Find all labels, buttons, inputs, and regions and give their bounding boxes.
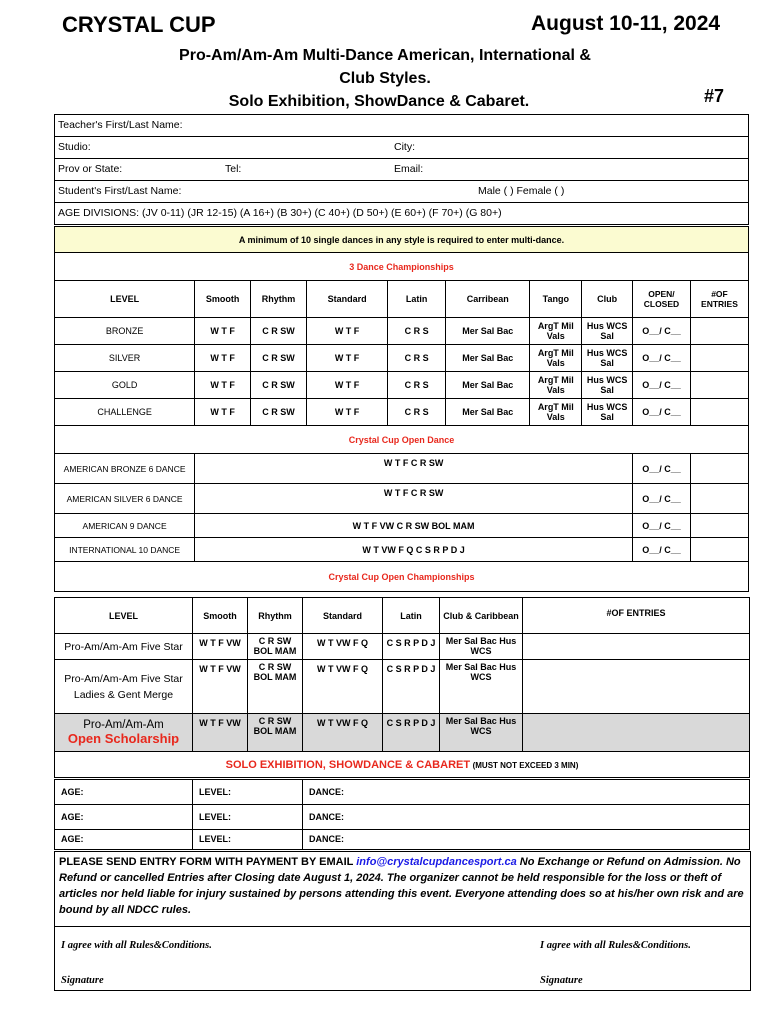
smooth-cell[interactable]: W T F xyxy=(195,399,251,426)
table-row xyxy=(55,372,749,399)
dance-field[interactable]: DANCE: xyxy=(303,830,750,850)
dances-cell[interactable]: W T F C R SW xyxy=(195,484,633,514)
event-title: CRYSTAL CUP xyxy=(62,12,216,37)
rhythm-cell[interactable]: C R SW BOL MAM xyxy=(248,714,303,752)
club-cell[interactable]: Mer Sal Bac Hus WCS xyxy=(440,634,523,660)
carib-cell[interactable]: Mer Sal Bac xyxy=(446,318,530,345)
carib-cell[interactable]: Mer Sal Bac xyxy=(446,345,530,372)
rhythm-cell[interactable]: C R SW xyxy=(251,318,307,345)
open-closed-cell[interactable]: O__/ C__ xyxy=(633,484,691,514)
col-header: LEVEL xyxy=(55,281,195,318)
club-cell[interactable]: Hus WCS Sal xyxy=(582,345,633,372)
table-row xyxy=(55,660,750,714)
subtitle-2: Club Styles. xyxy=(339,70,431,87)
standard-cell[interactable]: W T F xyxy=(306,318,387,345)
table-row xyxy=(55,830,750,850)
solo-title: SOLO EXHIBITION, SHOWDANCE & CABARET xyxy=(225,758,471,771)
club-cell[interactable]: Hus WCS Sal xyxy=(582,399,633,426)
col-header: Rhythm xyxy=(248,598,303,634)
entries-cell[interactable] xyxy=(690,454,748,484)
signature-right[interactable]: Signature xyxy=(540,975,583,986)
policy-lead: PLEASE SEND ENTRY FORM WITH PAYMENT BY EMAIL xyxy=(59,856,357,868)
col-header: Smooth xyxy=(195,281,251,318)
level-cell xyxy=(55,714,193,752)
latin-cell[interactable]: C S R P D J xyxy=(383,714,440,752)
col-header: #OF ENTRIES xyxy=(690,281,748,318)
open-champ-table xyxy=(54,597,750,778)
table-row xyxy=(55,454,749,484)
carib-cell[interactable]: Mer Sal Bac xyxy=(446,399,530,426)
prov-field[interactable]: Prov or State: xyxy=(58,163,123,175)
standard-cell[interactable]: W T F xyxy=(306,372,387,399)
open-closed-cell[interactable]: O__/ C__ xyxy=(633,538,691,562)
policy-box xyxy=(54,851,751,991)
smooth-cell[interactable]: W T F xyxy=(195,318,251,345)
col-header: LEVEL xyxy=(55,598,193,634)
latin-cell[interactable]: C S R P D J xyxy=(383,634,440,660)
entries-cell[interactable] xyxy=(523,714,750,752)
rhythm-cell[interactable]: C R SW BOL MAM xyxy=(248,634,303,660)
level-field[interactable]: LEVEL: xyxy=(193,830,303,850)
smooth-cell[interactable]: W T F VW xyxy=(193,660,248,714)
open-closed-cell[interactable]: O__/ C__ xyxy=(633,345,691,372)
latin-cell[interactable]: C R S xyxy=(388,318,446,345)
contact-info-block xyxy=(54,114,749,225)
open-dance-title: Crystal Cup Open Dance xyxy=(55,426,749,454)
latin-cell[interactable]: C R S xyxy=(388,372,446,399)
smooth-cell[interactable]: W T F VW xyxy=(193,714,248,752)
standard-cell[interactable]: W T VW F Q xyxy=(303,714,383,752)
rhythm-cell[interactable]: C R SW xyxy=(251,372,307,399)
col-header: Tango xyxy=(530,281,582,318)
entries-cell[interactable] xyxy=(690,399,748,426)
latin-cell[interactable]: C R S xyxy=(388,345,446,372)
table-row xyxy=(55,780,750,805)
open-closed-cell[interactable]: O__/ C__ xyxy=(633,318,691,345)
studio-field[interactable]: Studio: xyxy=(58,141,91,153)
event-date: August 10-11, 2024 xyxy=(531,12,721,35)
min-dance-notice: A minimum of 10 single dances in any style is required to enter multi-dance. xyxy=(55,227,749,253)
agree-left: I agree with all Rules&Conditions. xyxy=(61,940,212,951)
email-link[interactable]: info@crystalcupdancesport.ca xyxy=(356,856,517,868)
open-closed-cell[interactable]: O__/ C__ xyxy=(633,399,691,426)
level-cell: AMERICAN SILVER 6 DANCE xyxy=(55,484,195,514)
tango-cell[interactable]: ArgT Mil Vals xyxy=(530,345,582,372)
col-header: Standard xyxy=(306,281,387,318)
age-field[interactable]: AGE: xyxy=(55,805,193,830)
level-text: Pro-Am/Am-Am Five Star xyxy=(64,672,183,685)
smooth-cell[interactable]: W T F xyxy=(195,345,251,372)
standard-cell[interactable]: W T F xyxy=(306,399,387,426)
dances-cell[interactable]: W T VW F Q C S R P D J xyxy=(195,538,633,562)
rhythm-cell[interactable]: C R SW xyxy=(251,399,307,426)
city-field[interactable]: City: xyxy=(394,141,415,153)
dance-field[interactable]: DANCE: xyxy=(303,780,750,805)
three-dance-title: 3 Dance Championships xyxy=(55,253,749,281)
col-header: Club xyxy=(582,281,633,318)
tel-field[interactable]: Tel: xyxy=(225,163,242,175)
subtitle-1: Pro-Am/Am-Am Multi-Dance American, International & xyxy=(179,47,591,64)
club-cell[interactable]: Hus WCS Sal xyxy=(582,372,633,399)
col-header: OPEN/ CLOSED xyxy=(633,281,691,318)
email-field[interactable]: Email: xyxy=(394,163,424,175)
open-closed-cell[interactable]: O__/ C__ xyxy=(633,372,691,399)
level-note: Ladies & Gent Merge xyxy=(73,688,174,701)
table-row xyxy=(55,345,749,372)
student-name-field[interactable]: Student's First/Last Name: xyxy=(58,185,182,197)
three-dance-table xyxy=(54,226,749,592)
standard-cell[interactable]: W T VW F Q xyxy=(303,660,383,714)
table-row xyxy=(55,514,749,538)
club-cell[interactable]: Hus WCS Sal xyxy=(582,318,633,345)
level-cell: SILVER xyxy=(55,345,195,372)
tango-cell[interactable]: ArgT Mil Vals xyxy=(530,372,582,399)
smooth-cell[interactable]: W T F xyxy=(195,372,251,399)
carib-cell[interactable]: Mer Sal Bac xyxy=(446,372,530,399)
col-header: Rhythm xyxy=(251,281,307,318)
solo-table xyxy=(54,779,750,850)
table-row xyxy=(55,538,749,562)
tango-cell[interactable]: ArgT Mil Vals xyxy=(530,318,582,345)
open-champ-title: Crystal Cup Open Championships xyxy=(55,562,749,592)
club-cell[interactable]: Mer Sal Bac Hus WCS xyxy=(440,660,523,714)
age-field[interactable]: AGE: xyxy=(55,830,193,850)
club-cell[interactable]: Mer Sal Bac Hus WCS xyxy=(440,714,523,752)
teacher-name-field[interactable]: Teacher's First/Last Name: xyxy=(58,119,183,131)
level-cell: GOLD xyxy=(55,372,195,399)
age-field[interactable]: AGE: xyxy=(55,780,193,805)
entries-cell[interactable] xyxy=(690,514,748,538)
level-cell: INTERNATIONAL 10 DANCE xyxy=(55,538,195,562)
level-cell: BRONZE xyxy=(55,318,195,345)
col-header: #OF ENTRIES xyxy=(523,598,750,634)
level-cell: CHALLENGE xyxy=(55,399,195,426)
entries-cell[interactable] xyxy=(690,538,748,562)
col-header: Latin xyxy=(388,281,446,318)
col-header: Latin xyxy=(383,598,440,634)
solo-note: (MUST NOT EXCEED 3 MIN) xyxy=(472,760,579,770)
policy-rest: No Exchange or Refund on Admission. No Refund or cancelled Entries after Closing date August 1, 2024. The organizer cannot be held responsible for the loss or theft of articles nor held liable for injury sustained by persons attending this event. Everyone attending does so at his/her own risk and are bound by all NDCC rules. xyxy=(59,856,744,916)
standard-cell[interactable]: W T F xyxy=(306,345,387,372)
tango-cell[interactable]: ArgT Mil Vals xyxy=(530,399,582,426)
level-field[interactable]: LEVEL: xyxy=(193,780,303,805)
table-row xyxy=(55,634,750,660)
gender-field[interactable]: Male ( ) Female ( ) xyxy=(478,185,565,197)
level-text: Pro-Am/Am-Am xyxy=(83,719,164,731)
dances-cell[interactable]: W T F C R SW xyxy=(195,454,633,484)
signature-left[interactable]: Signature xyxy=(61,975,104,986)
level-field[interactable]: LEVEL: xyxy=(193,805,303,830)
entries-cell[interactable] xyxy=(523,634,750,660)
col-header: Standard xyxy=(303,598,383,634)
rhythm-cell[interactable]: C R SW BOL MAM xyxy=(248,660,303,714)
col-header: Carribean xyxy=(446,281,530,318)
subtitle-3: Solo Exhibition, ShowDance & Cabaret. xyxy=(228,93,530,110)
col-header: Smooth xyxy=(193,598,248,634)
level-cell: AMERICAN BRONZE 6 DANCE xyxy=(55,454,195,484)
scholarship-label: Open Scholarship xyxy=(67,731,180,746)
entries-cell[interactable] xyxy=(690,484,748,514)
smooth-cell[interactable]: W T F VW xyxy=(193,634,248,660)
standard-cell[interactable]: W T VW F Q xyxy=(303,634,383,660)
latin-cell[interactable]: C S R P D J xyxy=(383,660,440,714)
level-cell: Pro-Am/Am-Am Five Star xyxy=(55,634,193,660)
table-row xyxy=(55,484,749,514)
form-number: #7 xyxy=(704,86,725,106)
table-row xyxy=(55,399,749,426)
solo-title-row xyxy=(55,752,750,778)
agree-right: I agree with all Rules&Conditions. xyxy=(540,940,691,951)
policy-text xyxy=(59,854,746,918)
dances-cell[interactable]: W T F VW C R SW BOL MAM xyxy=(195,514,633,538)
dance-field[interactable]: DANCE: xyxy=(303,805,750,830)
table-row xyxy=(55,714,750,752)
col-header: Club & Caribbean xyxy=(440,598,523,634)
age-divisions[interactable]: AGE DIVISIONS: (JV 0-11) (JR 12-15) (A 16+) (B 30+) (C 40+) (D 50+) (E 60+) (F 70+) (G 80+) xyxy=(58,207,502,219)
entries-cell[interactable] xyxy=(690,372,748,399)
level-cell: AMERICAN 9 DANCE xyxy=(55,514,195,538)
table-row xyxy=(55,805,750,830)
table-row xyxy=(55,318,749,345)
open-closed-cell[interactable]: O__/ C__ xyxy=(633,514,691,538)
entries-cell[interactable] xyxy=(690,318,748,345)
entries-cell[interactable] xyxy=(523,660,750,714)
latin-cell[interactable]: C R S xyxy=(388,399,446,426)
open-closed-cell[interactable]: O__/ C__ xyxy=(633,454,691,484)
entries-cell[interactable] xyxy=(690,345,748,372)
level-cell xyxy=(55,660,193,714)
rhythm-cell[interactable]: C R SW xyxy=(251,345,307,372)
